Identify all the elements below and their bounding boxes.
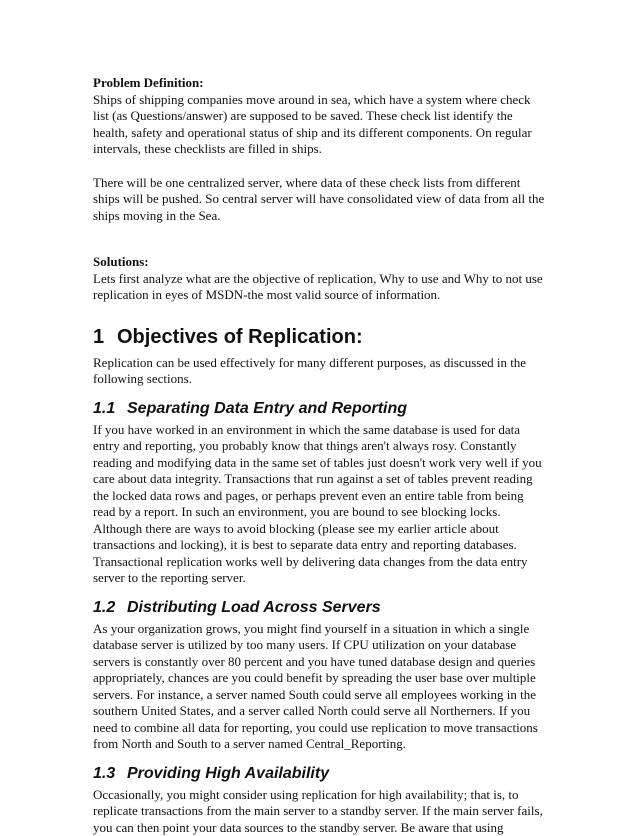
solutions-label: Solutions: [93,254,548,271]
section-1-title: Objectives of Replication: [117,326,363,348]
section-1-1-number: 1.1 [93,399,127,419]
section-1-2-title: Distributing Load Across Servers [127,599,381,616]
problem-paragraph-2: There will be one centralized server, where data of these check lists from different ships will be pushed. So central server will have consolidated view of data from all the ships moving in the Sea. [93,175,548,225]
solutions-paragraph: Lets first analyze what are the objective of replication, Why to use and Why to not use replication in eyes of MSDN-the most valid source of information. [93,271,548,304]
section-1-1-heading [93,399,548,419]
section-1-3-heading [93,764,548,784]
section-1-number: 1 [93,325,117,349]
section-1-intro: Replication can be used effectively for many different purposes, as discussed in the following sections. [93,355,548,388]
section-1-heading [93,325,548,349]
section-1-1-body: If you have worked in an environment in which the same database is used for data entry and reporting, you probably know that things aren't always rosy. Constantly reading and modifying data in the same set of tables just doesn't work very well if you care about data integrity. Transactions that run against a set of tables prevent reading the locked data rows and pages, or perhaps prevent even an entire table from being read by a report. In such an environment, you are bound to see blocking locks. Although there are ways to avoid blocking (please see my earlier article about transactions and locking), it is best to separate data entry and reporting databases. Transactional replication works well by delivering data changes from the data entry server to the reporting server. [93,422,548,587]
section-1-3-body: Occasionally, you might consider using replication for high availability; that is, to replicate transactions from the main server to a standby server. If the main server fails, you can then point your data sources to the standby server. Be aware that using [93,787,548,836]
section-1-3-title: Providing High Availability [127,765,329,782]
spacer [93,224,548,254]
section-1-1-title: Separating Data Entry and Reporting [127,400,407,417]
section-1-2-number: 1.2 [93,598,127,618]
section-1-2-heading [93,598,548,618]
problem-definition-label: Problem Definition: [93,75,548,92]
spacer [93,158,548,175]
problem-paragraph-1: Ships of shipping companies move around in sea, which have a system where check list (as Questions/answer) are supposed to be saved. These check list identify the health, safety and operational status of ship and its different components. On regular intervals, these checklists are filled in ships. [93,92,548,158]
section-1-2-body: As your organization grows, you might find yourself in a situation in which a single database server is utilized by too many users. If CPU utilization on your database servers is constantly over 80 percent and you have tuned database design and queries appropriately, chances are you could benefit by spreading the user base over multiple servers. For instance, a server named South could serve all employees working in the southern United States, and a server called North could serve all Northerners. If you need to combine all data for reporting, you could use replication to move transactions from North and South to a server named Central_Reporting. [93,621,548,753]
section-1-3-number: 1.3 [93,764,127,784]
